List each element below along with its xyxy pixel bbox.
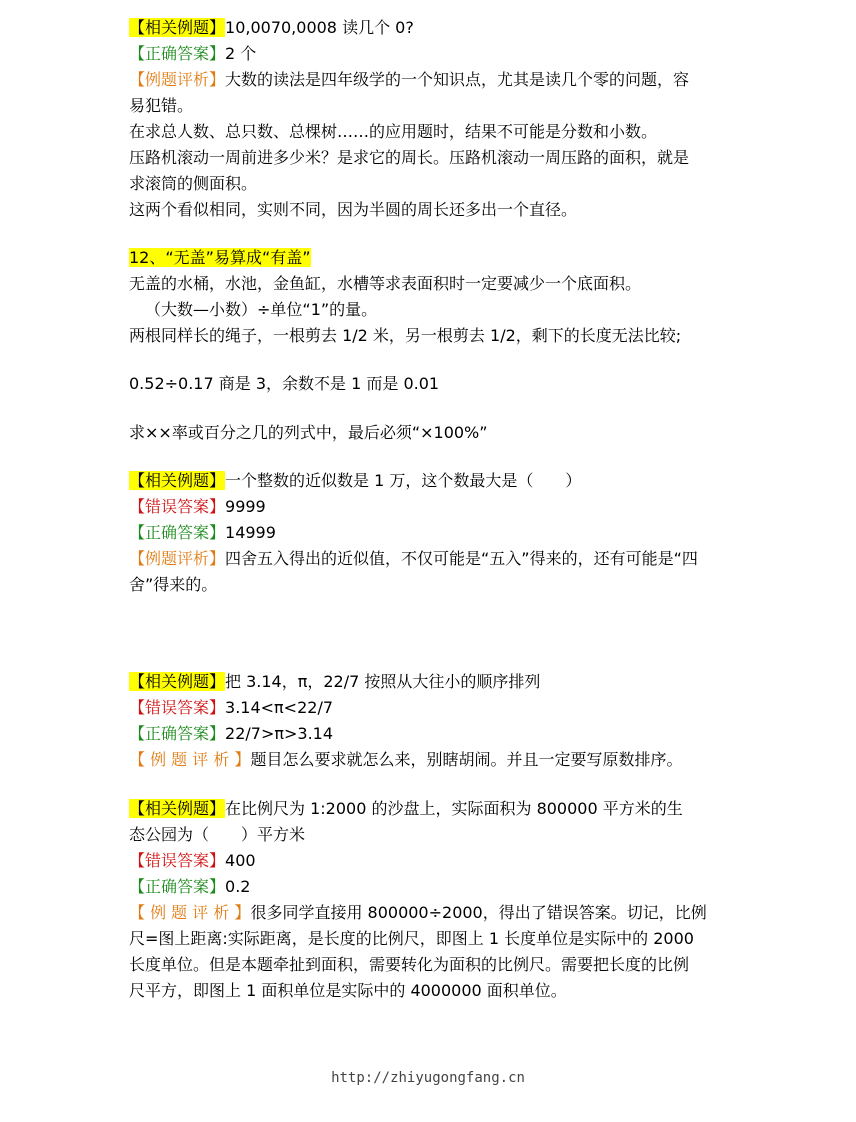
question-text: 一个整数的近似数是 1 万，这个数最大是（ ） bbox=[225, 471, 582, 490]
question-text: 把 3.14，π，22/7 按照从大往小的顺序排列 bbox=[225, 672, 541, 691]
related-example-label: 【相关例题】 bbox=[129, 799, 226, 818]
example-2-answer bbox=[129, 520, 729, 546]
correct-answer-label: 【正确答案】 bbox=[129, 724, 226, 743]
note-line: 求滚筒的侧面积。 bbox=[129, 174, 258, 193]
related-example-label: 【相关例题】 bbox=[129, 471, 226, 490]
example-1-analysis bbox=[129, 67, 729, 93]
question-text: 10,0070,0008 读几个 0? bbox=[225, 18, 414, 37]
example-4-analysis bbox=[129, 900, 729, 926]
note-line: 求××率或百分之几的列式中，最后必须“×100%” bbox=[129, 423, 488, 442]
question-text: 在比例尺为 1:2000 的沙盘上，实际面积为 800000 平方米的生 bbox=[225, 799, 683, 818]
analysis-label: 【 例 题 评 析 】 bbox=[129, 903, 251, 922]
analysis-text: 大数的读法是四年级学的一个知识点，尤其是读几个零的问题，容 bbox=[225, 70, 690, 89]
example-1-question bbox=[129, 15, 729, 41]
example-4-analysis-cont: 长度单位。但是本题牵扯到面积，需要转化为面积的比例尺。需要把长度的比例 bbox=[129, 955, 690, 974]
analysis-text: 四舍五入得出的近似值，不仅可能是“五入”得来的，还有可能是“四 bbox=[225, 549, 698, 568]
note-line: 无盖的水桶，水池，金鱼缸，水槽等求表面积时一定要减少一个底面积。 bbox=[129, 274, 642, 293]
analysis-label: 【例题评析】 bbox=[129, 549, 226, 568]
example-3-analysis bbox=[129, 747, 729, 773]
example-3-wrong bbox=[129, 695, 729, 721]
example-4-answer bbox=[129, 874, 729, 900]
note-line: （大数—小数）÷单位“1”的量。 bbox=[145, 300, 378, 319]
wrong-text: 400 bbox=[225, 851, 256, 870]
note-line: 0.52÷0.17 商是 3，余数不是 1 而是 0.01 bbox=[129, 374, 440, 393]
answer-text: 0.2 bbox=[225, 877, 251, 896]
analysis-text: 很多同学直接用 800000÷2000，得出了错误答案。切记，比例 bbox=[250, 903, 707, 922]
answer-text: 14999 bbox=[225, 523, 276, 542]
answer-text: 2 个 bbox=[225, 44, 257, 63]
example-2-analysis bbox=[129, 546, 729, 572]
note-line: 两根同样长的绳子，一根剪去 1/2 米，另一根剪去 1/2，剩下的长度无法比较; bbox=[129, 326, 682, 345]
example-1-analysis-cont: 易犯错。 bbox=[129, 96, 194, 115]
analysis-label: 【例题评析】 bbox=[129, 70, 226, 89]
example-2-wrong bbox=[129, 494, 729, 520]
correct-answer-label: 【正确答案】 bbox=[129, 523, 226, 542]
note-line: 在求总人数、总只数、总棵树……的应用题时，结果不可能是分数和小数。 bbox=[129, 122, 658, 141]
example-4-question-cont: 态公园为（ ）平方米 bbox=[129, 825, 306, 844]
correct-answer-label: 【正确答案】 bbox=[129, 877, 226, 896]
answer-text: 22/7>π>3.14 bbox=[225, 724, 334, 743]
example-4-analysis-cont: 尺=图上距离:实际距离，是长度的比例尺，即图上 1 长度单位是实际中的 2000 bbox=[129, 929, 694, 948]
related-example-label: 【相关例题】 bbox=[129, 672, 226, 691]
correct-answer-label: 【正确答案】 bbox=[129, 44, 226, 63]
note-line: 压路机滚动一周前进多少米？是求它的周长。压路机滚动一周压路的面积，就是 bbox=[129, 148, 690, 167]
note-line: 这两个看似相同，实则不同，因为半圆的周长还多出一个直径。 bbox=[129, 200, 578, 219]
example-4-analysis-cont: 尺平方，即图上 1 面积单位是实际中的 4000000 面积单位。 bbox=[129, 981, 567, 1000]
wrong-text: 3.14<π<22/7 bbox=[225, 698, 334, 717]
example-1-answer bbox=[129, 41, 729, 67]
footer-url[interactable]: http://zhiyugongfang.cn bbox=[331, 1070, 525, 1086]
example-3-question bbox=[129, 669, 729, 695]
example-4-question bbox=[129, 796, 729, 822]
wrong-text: 9999 bbox=[225, 497, 266, 516]
wrong-answer-label: 【错误答案】 bbox=[129, 851, 226, 870]
analysis-label: 【 例 题 评 析 】 bbox=[129, 750, 251, 769]
wrong-answer-label: 【错误答案】 bbox=[129, 497, 226, 516]
wrong-answer-label: 【错误答案】 bbox=[129, 698, 226, 717]
example-2-analysis-cont: 舍”得来的。 bbox=[129, 575, 218, 594]
example-3-answer bbox=[129, 721, 729, 747]
section-heading: 12、“无盖”易算成“有盖” bbox=[129, 248, 311, 267]
related-example-label: 【相关例题】 bbox=[129, 18, 226, 37]
example-2-question bbox=[129, 468, 729, 494]
section-12-heading-row bbox=[129, 245, 729, 271]
analysis-text: 题目怎么要求就怎么来，别瞎胡闹。并且一定要写原数排序。 bbox=[250, 750, 683, 769]
example-4-wrong bbox=[129, 848, 729, 874]
